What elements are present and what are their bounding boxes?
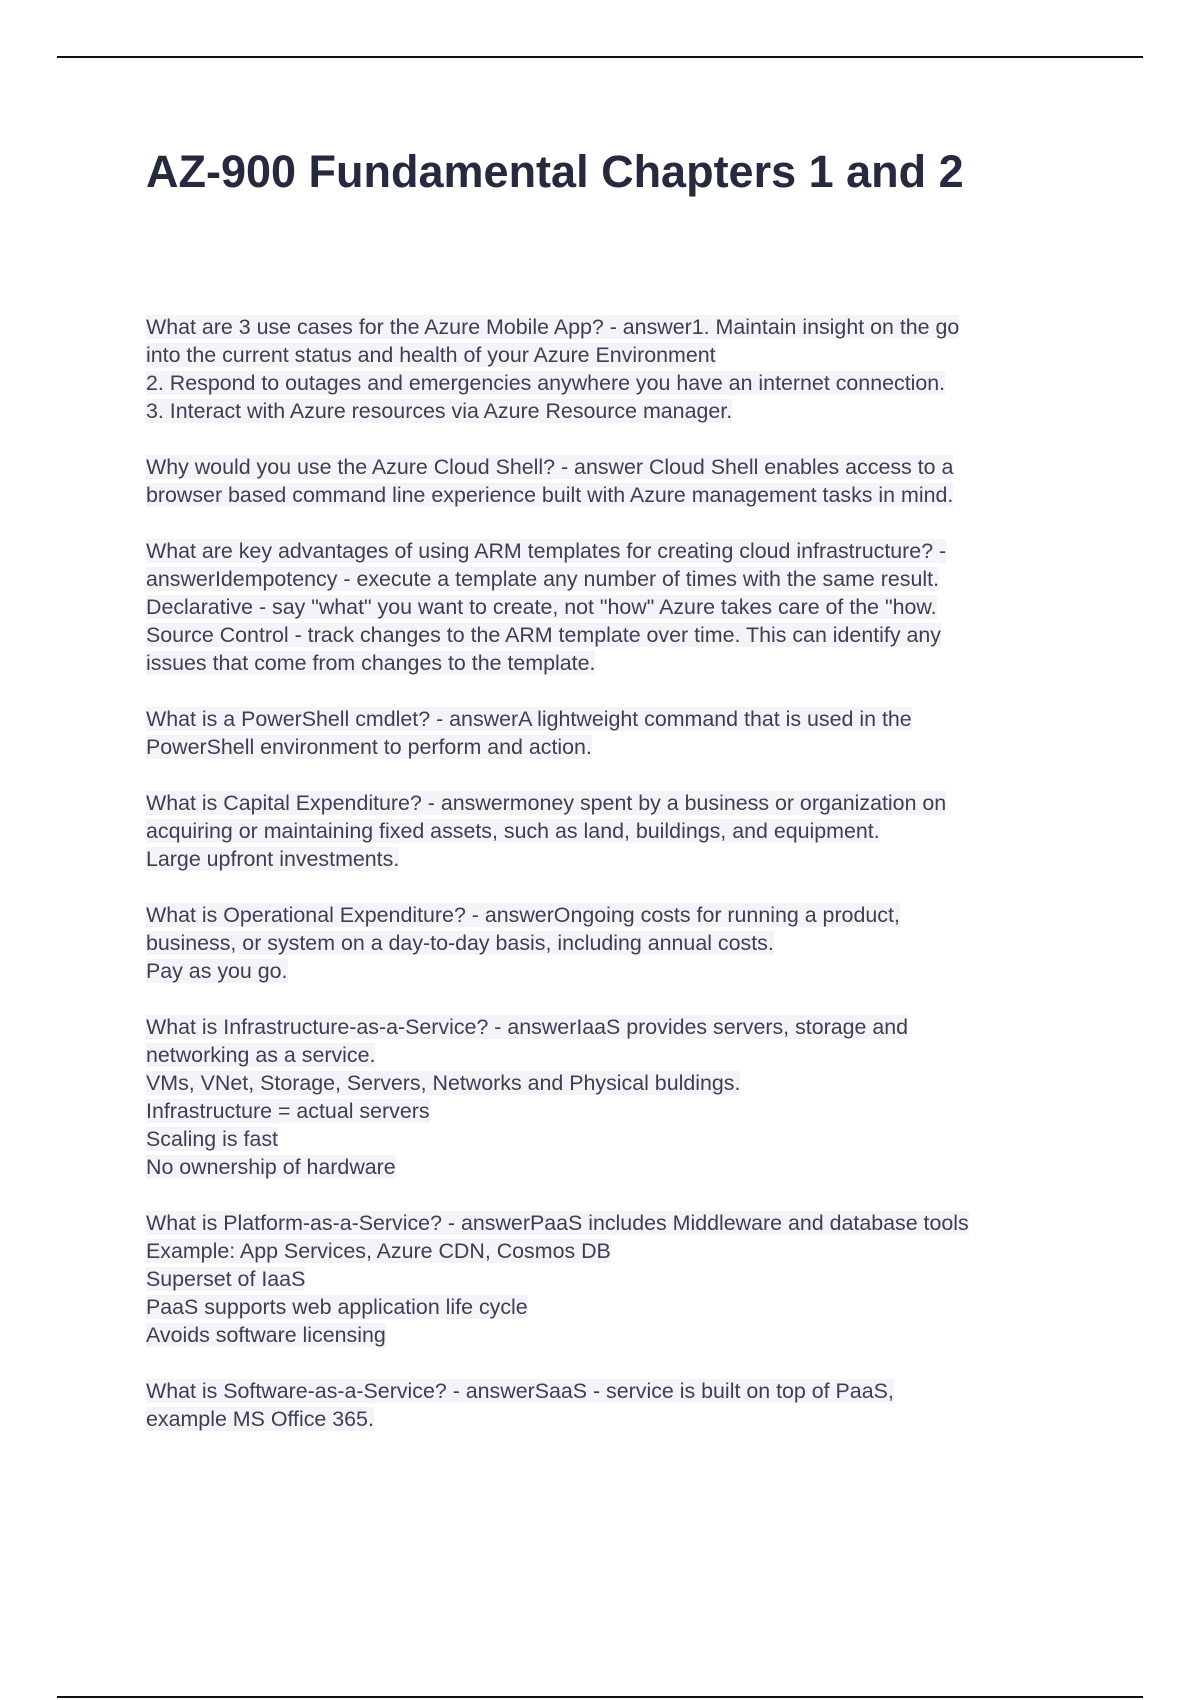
qa-line: Large upfront investments.	[146, 847, 400, 871]
qa-line: What is Infrastructure-as-a-Service? - answerIaaS provides servers, storage and	[146, 1015, 909, 1039]
qa-line: Infrastructure = actual servers	[146, 1099, 430, 1123]
qa-line: PaaS supports web application life cycle	[146, 1295, 528, 1319]
qa-line: issues that come from changes to the template.	[146, 651, 596, 675]
qa-line: answerIdempotency - execute a template any number of times with the same result.	[146, 567, 940, 591]
qa-line: VMs, VNet, Storage, Servers, Networks and Physical buldings.	[146, 1071, 741, 1095]
qa-item-saas	[146, 1377, 1086, 1433]
qa-line: What are key advantages of using ARM templates for creating cloud infrastructure? -	[146, 539, 947, 563]
qa-line: Source Control - track changes to the ARM template over time. This can identify any	[146, 623, 941, 647]
qa-line: Avoids software licensing	[146, 1323, 386, 1347]
qa-item-powershell-cmdlet	[146, 705, 1086, 761]
qa-item-arm-templates	[146, 537, 1086, 677]
qa-line: No ownership of hardware	[146, 1155, 396, 1179]
qa-line: What is Platform-as-a-Service? - answerPaaS includes Middleware and database tools	[146, 1211, 969, 1235]
qa-line: example MS Office 365.	[146, 1407, 374, 1431]
qa-item-paas	[146, 1209, 1086, 1349]
qa-item-capital-expenditure	[146, 789, 1086, 873]
qa-item-cloud-shell	[146, 453, 1086, 509]
qa-line: 3. Interact with Azure resources via Azure Resource manager.	[146, 399, 733, 423]
qa-line: What are 3 use cases for the Azure Mobile App? - answer1. Maintain insight on the go	[146, 315, 960, 339]
qa-line: What is Capital Expenditure? - answermoney spent by a business or organization on	[146, 791, 947, 815]
qa-line: into the current status and health of your Azure Environment	[146, 343, 716, 367]
qa-line: PowerShell environment to perform and action.	[146, 735, 592, 759]
qa-line: 2. Respond to outages and emergencies anywhere you have an internet connection.	[146, 371, 946, 395]
qa-item-azure-mobile-app	[146, 313, 1086, 425]
qa-line: acquiring or maintaining fixed assets, such as land, buildings, and equipment.	[146, 819, 880, 843]
top-divider	[57, 56, 1143, 58]
qa-line: Example: App Services, Azure CDN, Cosmos DB	[146, 1239, 611, 1263]
qa-line: What is a PowerShell cmdlet? - answerA lightweight command that is used in the	[146, 707, 912, 731]
qa-line: Superset of IaaS	[146, 1267, 306, 1291]
qa-line: browser based command line experience built with Azure management tasks in mind.	[146, 483, 954, 507]
qa-line: What is Operational Expenditure? - answerOngoing costs for running a product,	[146, 903, 900, 927]
qa-line: Declarative - say "what" you want to create, not "how" Azure takes care of the "how.	[146, 595, 937, 619]
qa-item-operational-expenditure	[146, 901, 1086, 985]
page-title: AZ-900 Fundamental Chapters 1 and 2	[146, 146, 964, 197]
qa-line: networking as a service.	[146, 1043, 376, 1067]
bottom-divider	[57, 1696, 1143, 1698]
qa-content	[146, 313, 1086, 1461]
qa-line: business, or system on a day-to-day basis, including annual costs.	[146, 931, 774, 955]
qa-line: Why would you use the Azure Cloud Shell? - answer Cloud Shell enables access to a	[146, 455, 954, 479]
qa-line: Pay as you go.	[146, 959, 288, 983]
qa-line: What is Software-as-a-Service? - answerSaaS - service is built on top of PaaS,	[146, 1379, 894, 1403]
qa-line: Scaling is fast	[146, 1127, 278, 1151]
qa-item-iaas	[146, 1013, 1086, 1181]
